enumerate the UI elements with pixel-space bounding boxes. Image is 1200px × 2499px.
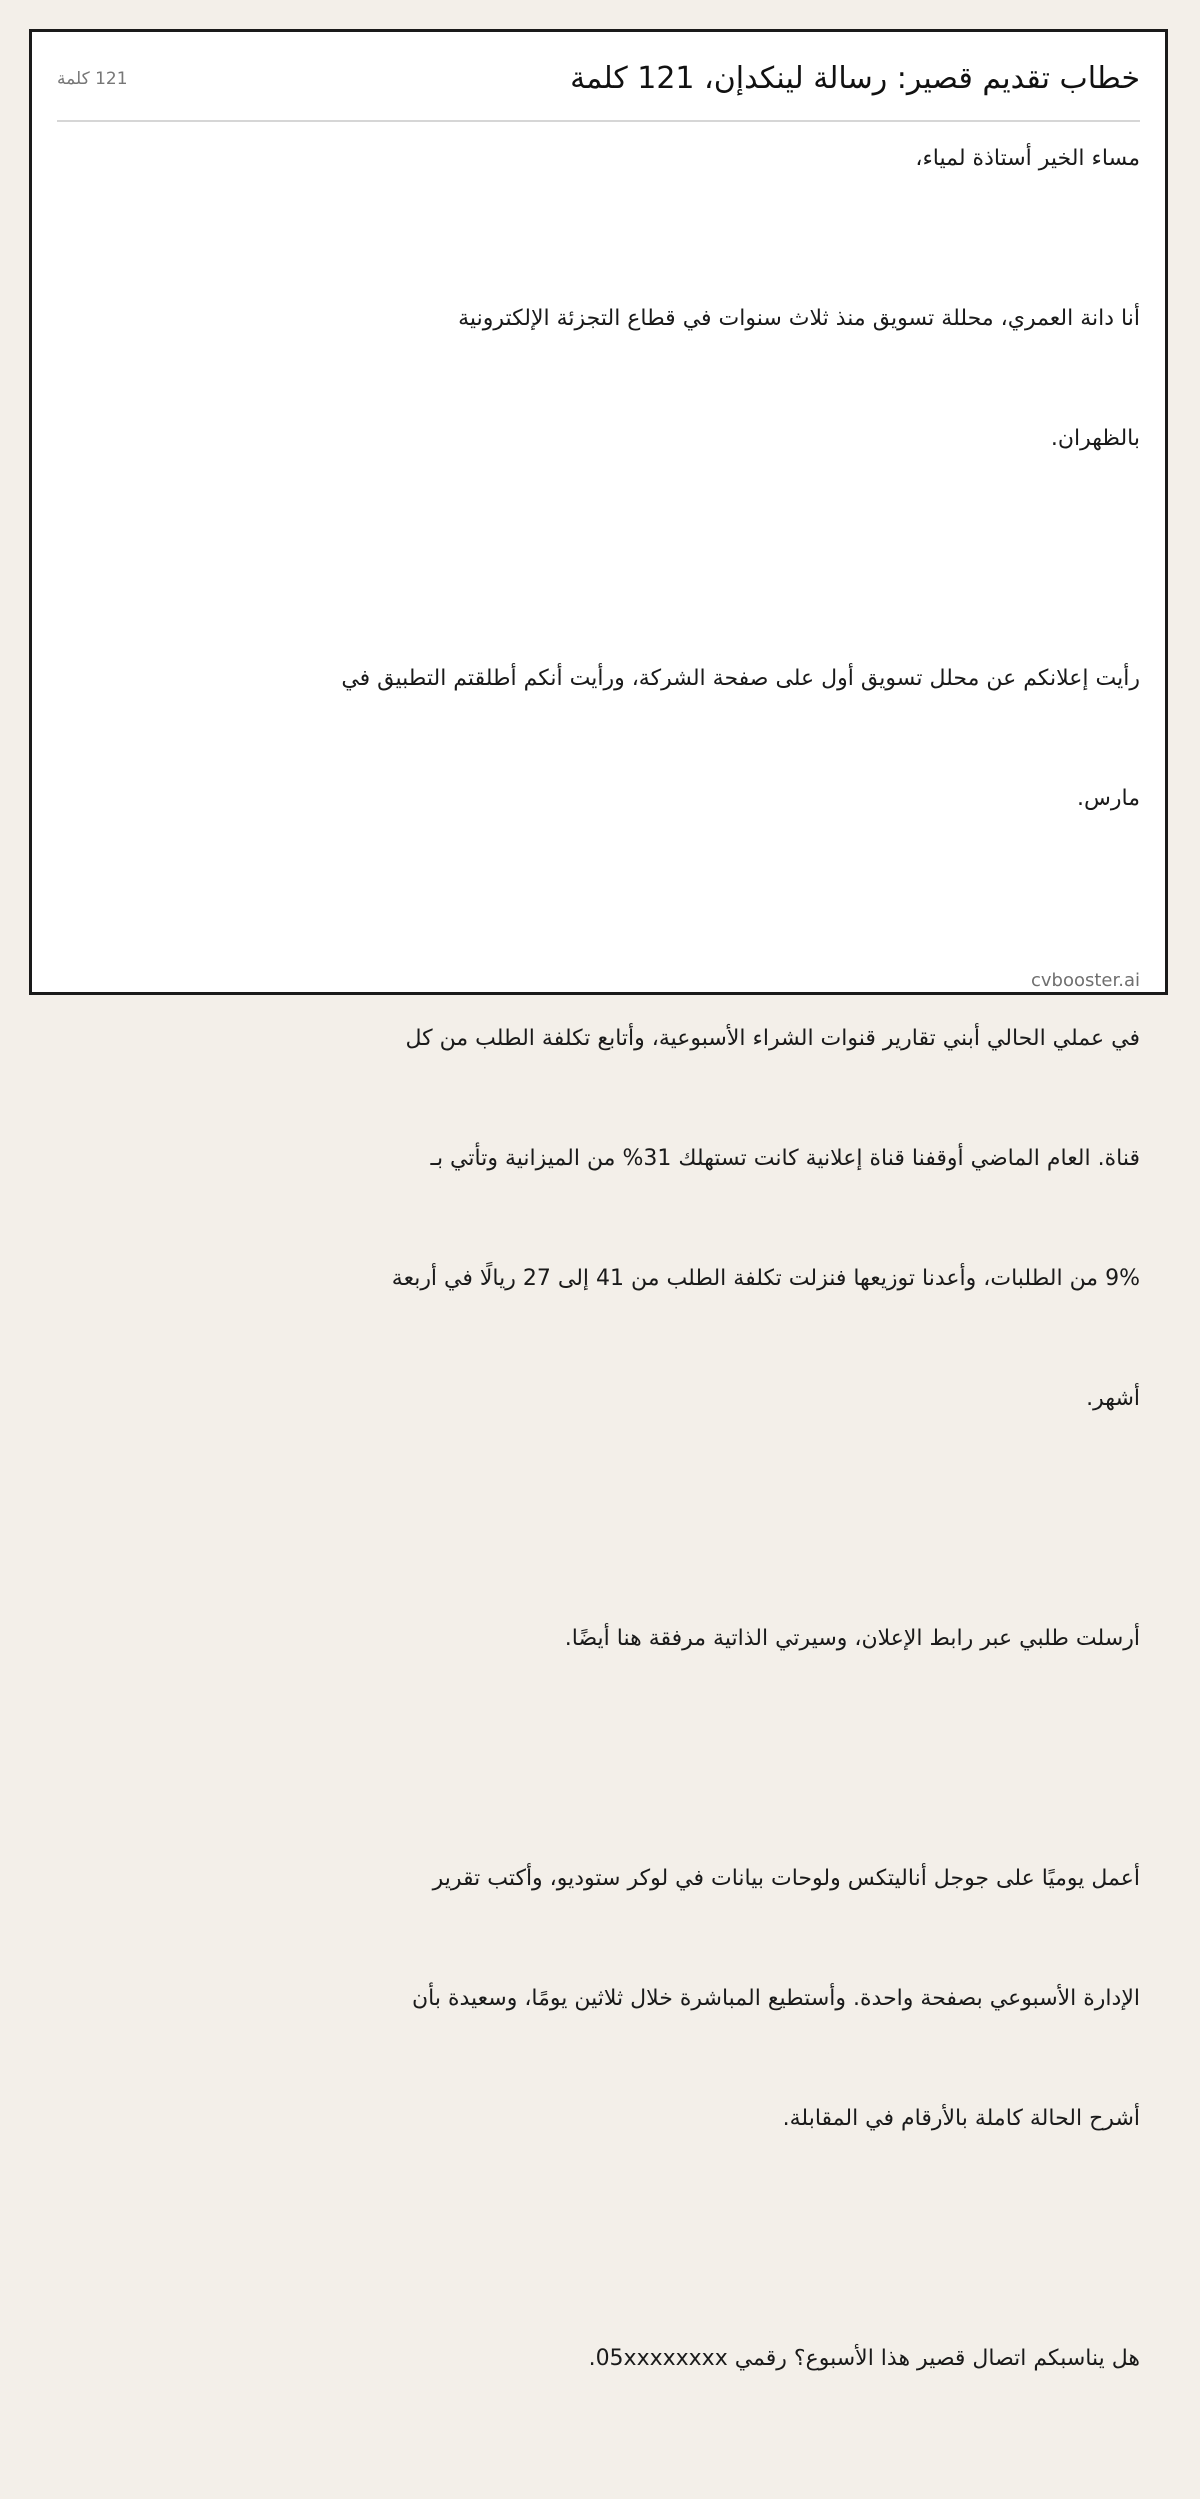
paragraph-line: 9% من الطلبات، وأعدنا توزيعها فنزلت تكلفة الطلب من 41 إلى 27 ريالًا في أربعة	[391, 1266, 1140, 1291]
letter-paragraph-3	[180, 939, 1140, 1499]
paragraph-line: الإدارة الأسبوعي بصفحة واحدة. وأستطيع المباشرة خلال ثلاثين يومًا، وسعيدة بأن	[411, 1986, 1140, 2011]
letter-paragraph-1	[180, 219, 1140, 539]
brand-watermark: cvbooster.ai	[1030, 970, 1140, 991]
paragraph-line: أعمل يوميًا على جوجل أناليتكس ولوحات بيانات في لوكر ستوديو، وأكتب تقرير	[432, 1866, 1140, 1891]
paragraph-line: أنا دانة العمري، محللة تسويق منذ ثلاث سنوات في قطاع التجزئة الإلكترونية	[458, 306, 1140, 331]
paragraph-line: رأيت إعلانكم عن محلل تسويق أول على صفحة الشركة، ورأيت أنكم أطلقتم التطبيق في	[341, 666, 1140, 691]
paragraph-line: أرسلت طلبي عبر رابط الإعلان، وسيرتي الذاتية مرفقة هنا أيضًا.	[564, 1626, 1140, 1651]
paragraph-line: أشرح الحالة كاملة بالأرقام في المقابلة.	[782, 2106, 1140, 2131]
letter-body	[180, 139, 1140, 2499]
letter-greeting: مساء الخير أستاذة لمياء،	[915, 146, 1140, 171]
letter-paragraph-4	[180, 1539, 1140, 1739]
paragraph-line: قناة. العام الماضي أوقفنا قناة إعلانية كانت تستهلك 31% من الميزانية وتأتي بـ	[430, 1146, 1140, 1171]
paragraph-line: هل يناسبكم اتصال قصير هذا الأسبوع؟ رقمي 05xxxxxxxx.	[588, 2346, 1140, 2371]
paragraph-line: مارس.	[1077, 786, 1140, 811]
paragraph-line: في عملي الحالي أبني تقارير قنوات الشراء الأسبوعية، وأتابع تكلفة الطلب من كل	[405, 1026, 1140, 1051]
paragraph-line: أشهر.	[1086, 1386, 1140, 1411]
card-header	[57, 32, 1140, 122]
letter-paragraph-2	[180, 579, 1140, 899]
page-title: خطاب تقديم قصير: رسالة لينكدإن، 121 كلمة	[570, 61, 1140, 96]
letter-paragraph-5	[180, 1779, 1140, 2219]
letter-paragraph-6	[180, 2259, 1140, 2459]
word-count-badge: 121 كلمة	[57, 69, 128, 89]
paragraph-line: بالظهران.	[1050, 426, 1140, 451]
cover-letter-card	[29, 29, 1168, 2371]
